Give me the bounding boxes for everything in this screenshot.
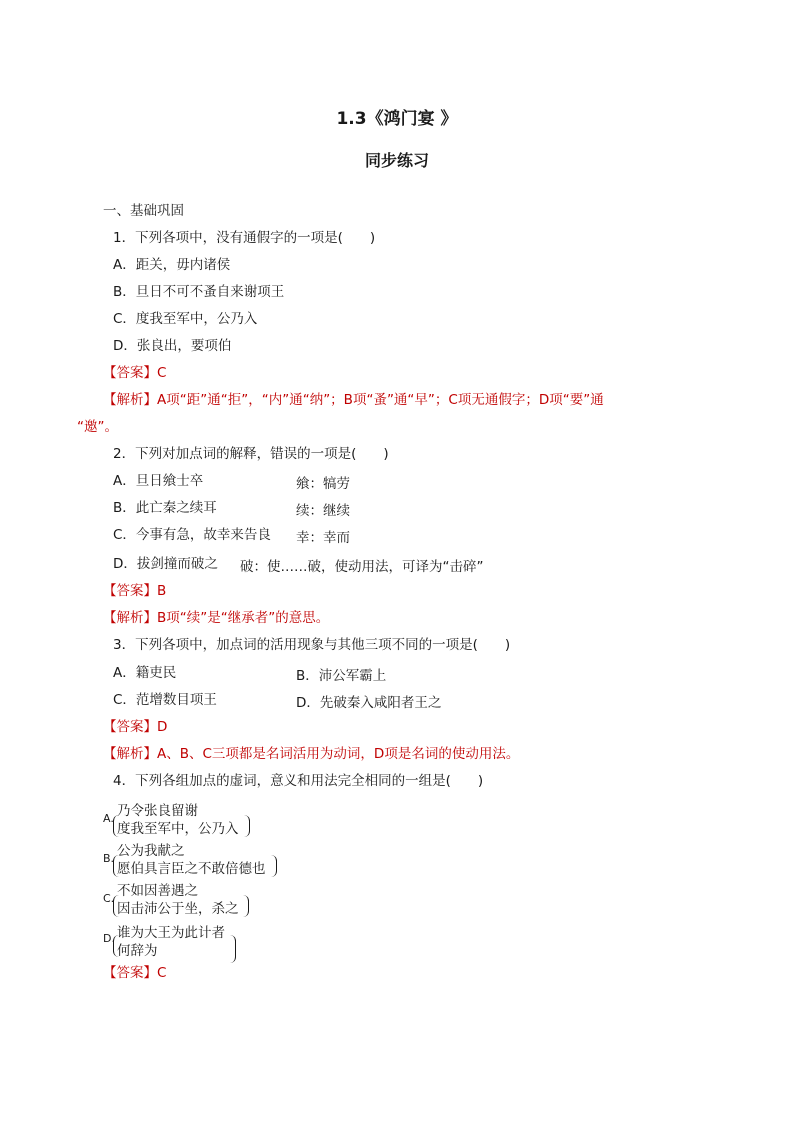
question-1-option-b: B．旦日不可不蚤自来谢项王 <box>113 284 285 300</box>
group-a-right-brace <box>243 815 250 837</box>
question-1-option-d: D．张良出，要项伯 <box>113 338 232 354</box>
question-3-option-c: C．范增数目项王 <box>113 692 217 708</box>
question-2-option-d: D．拔剑撞而破之 <box>113 556 218 572</box>
group-b-left-brace <box>113 855 120 877</box>
analysis-tag: 【解析】 <box>103 610 157 626</box>
question-2-option-b: B．此亡秦之续耳 <box>113 500 217 516</box>
answer-tag: 【答案】 <box>103 583 157 599</box>
question-2-option-b-gloss: 续：继续 <box>296 503 350 519</box>
group-d-line2: 何辞为 <box>117 943 158 959</box>
answer-value: C <box>157 365 167 381</box>
question-3-analysis <box>103 745 519 763</box>
question-1-answer <box>103 364 166 382</box>
question-1-option-a: A．距关，毋内诸侯 <box>113 257 231 273</box>
question-3-option-d: D．先破秦入咸阳者王之 <box>296 695 442 711</box>
section-heading: 一、基础巩固 <box>103 203 184 219</box>
group-b-letter: B. <box>103 852 115 865</box>
group-c-letter: C. <box>103 892 115 905</box>
group-c-line1: 不如因善遇之 <box>117 883 198 899</box>
analysis-text: A、B、C三项都是名词活用为动词，D项是名词的使动用法。 <box>157 746 520 762</box>
page-title: 1.3《鸿门宴 》 <box>336 109 458 129</box>
answer-value: C <box>157 965 167 981</box>
question-3-option-a: A．籍吏民 <box>113 665 177 681</box>
question-2-option-a-gloss: 飨：犒劳 <box>296 476 350 492</box>
group-c-line2: 因击沛公于坐，杀之 <box>117 901 239 917</box>
question-2-option-c-gloss: 幸：幸而 <box>296 530 350 546</box>
question-2-analysis <box>103 609 329 627</box>
group-d-right-brace <box>229 935 236 963</box>
question-3-stem: 3．下列各项中，加点词的活用现象与其他三项不同的一项是( ) <box>113 637 511 653</box>
analysis-tag: 【解析】 <box>103 392 157 408</box>
group-b-line1: 公为我献之 <box>117 843 185 859</box>
question-2-stem: 2．下列对加点词的解释，错误的一项是( ) <box>113 446 389 462</box>
question-4-stem: 4．下列各组加点的虚词，意义和用法完全相同的一组是( ) <box>113 773 484 789</box>
question-3-answer <box>103 718 167 736</box>
analysis-tag: 【解析】 <box>103 746 157 762</box>
group-b-right-brace <box>270 855 277 877</box>
group-d-letter: D. <box>103 932 115 945</box>
question-4-answer <box>103 964 166 982</box>
group-b-line2: 愿伯具言臣之不敢倍德也 <box>117 861 266 877</box>
question-2-option-c: C．今事有急，故幸来告良 <box>113 527 271 543</box>
question-2-option-a: A．旦日飨士卒 <box>113 473 204 489</box>
answer-tag: 【答案】 <box>103 365 157 381</box>
group-a-line2: 度我至军中，公乃入 <box>117 821 239 837</box>
question-3-option-b: B．沛公军霸上 <box>296 668 387 684</box>
question-1-analysis <box>103 391 604 409</box>
group-a-line1: 乃令张良留谢 <box>117 803 198 819</box>
question-1-stem: 1．下列各项中，没有通假字的一项是( ) <box>113 230 376 246</box>
page-subtitle: 同步练习 <box>364 151 429 170</box>
question-1-analysis-continued: “邀”。 <box>77 419 118 435</box>
question-2-answer <box>103 582 166 600</box>
answer-value: D <box>157 719 168 735</box>
group-c-left-brace <box>113 895 120 917</box>
analysis-text: A项“距”通“拒”，“内”通“纳”；B项“蚤”通“早”；C项无通假字；D项“要”通 <box>157 392 604 408</box>
question-2-option-d-gloss: 破：使……破，使动用法，可译为“击碎” <box>240 559 484 575</box>
group-a-left-brace <box>113 815 120 837</box>
group-d-left-brace <box>113 935 120 957</box>
answer-tag: 【答案】 <box>103 719 157 735</box>
group-c-right-brace <box>242 895 249 917</box>
answer-value: B <box>157 583 167 599</box>
answer-tag: 【答案】 <box>103 965 157 981</box>
group-d-line1: 谁为大王为此计者 <box>117 925 225 941</box>
question-1-option-c: C．度我至军中，公乃入 <box>113 311 258 327</box>
group-a-letter: A. <box>103 812 114 825</box>
analysis-text: B项“续”是“继承者”的意思。 <box>157 610 330 626</box>
